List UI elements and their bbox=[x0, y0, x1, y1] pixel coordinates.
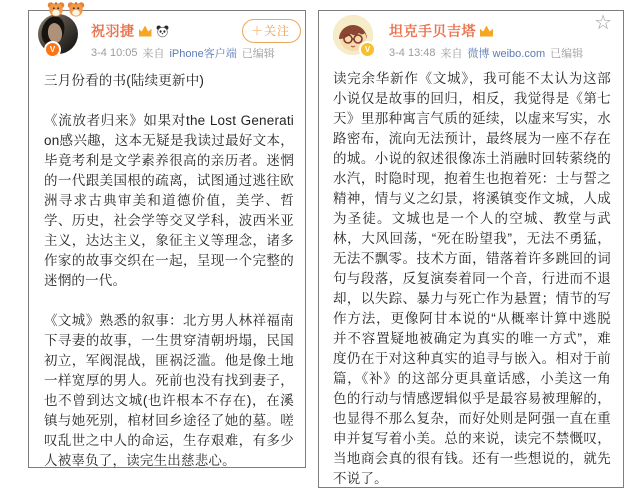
star-icon[interactable]: ☆ bbox=[594, 12, 612, 34]
edited-label: 已编辑 bbox=[550, 48, 584, 60]
post-paragraph: 《流放者归来》如果对the Lost Generation感兴趣，这本无疑是我读过最好文本，毕竟考利是文学素养很高的亲历者。迷惘的一代跟美国根的疏离，试图通过逃往欧洲寻求古典审美和道德价值，美学、哲学、历史，社会学等交叉学科，波西米亚主义，达达主义，象征主义等理念，诸多作家的故事交织在一起，呈现一个完整的迷惘的一代。 bbox=[44, 113, 294, 288]
via-label: 来自 bbox=[142, 48, 165, 60]
avatar-tiger-decorations bbox=[47, 0, 85, 18]
post-content bbox=[319, 63, 623, 489]
post-paragraph: 《文城》熟悉的叙事：北方男人林祥福南下寻妻的故事，一生贯穿清朝坍塌，民国初立，军阀混战，匪祸泛滥。他是像土地一样宽厚的男人。死前也没有找到妻子，也不曾到达文城(也许根本不存在)，在溪镇与她死别，棺材回乡途径了她的墓。嗟叹乱世之中人的命运，生存艰难，有多少人被辜负了，读完生出慈悲心。 bbox=[44, 313, 294, 468]
verified-v-icon: V bbox=[44, 41, 61, 58]
post-card-left bbox=[28, 10, 306, 468]
post-paragraph: 读完余华新作《文城》，我可能不太认为这部小说仅是故事的回归，相反，我觉得是《第七天》里那种寓言气质的延续，以虚来写实，水路密布，流向无法预计，最终展为一座不存在的城。小说的叙述很像冻土消融时回转萦绕的水汽，时隐时现，抱着生也抱着死：士与誓之精神，情与义之幻景，将溪镇变作文城，人成为圣徒。文城也是一个人的空城、教堂与武林，大风回荡，“死在盼望我”，无法不勇猛，无法不飘零。技术方面，错落着许多跳回的词句与段落，反复演奏着同一个音，行进而不退却，以失踪、暴力与死亡作为悬置；情节的写作方法，更像阿甘本说的“从概率计算中逃脱并不容置疑地被确定为真实的唯一方式”，难度仍在于对这种真实的追寻与嵌入。相对于前篇，《补》的这部分更具童话感，小美这一角色的行动与情感逻辑似乎是最容易被理解的，也显得不那么复杂，而好处则是阿强一直在重申并复写着小美。总的来说，读完不禁慨叹，当地商会真的很有钱。还有一些想说的，就先不说了。 bbox=[333, 71, 611, 486]
crown-icon bbox=[139, 26, 152, 37]
post-time: 3-4 13:48 bbox=[389, 47, 436, 59]
avatar[interactable] bbox=[333, 15, 373, 55]
post-source-link[interactable]: iPhone客户端 bbox=[169, 48, 237, 60]
post-paragraph: 三月份看的书(陆续更新中) bbox=[44, 73, 205, 88]
post-content bbox=[29, 63, 305, 471]
post-time: 3-4 10:05 bbox=[91, 47, 138, 59]
follow-button[interactable]: ＋关注 bbox=[242, 19, 301, 43]
crown-icon bbox=[480, 26, 493, 37]
avatar[interactable] bbox=[38, 14, 78, 54]
post-header bbox=[319, 11, 623, 63]
via-label: 来自 bbox=[440, 48, 463, 60]
verified-v-icon: V bbox=[359, 41, 376, 58]
panda-icon bbox=[156, 25, 169, 38]
post-source-link[interactable]: 微博 weibo.com bbox=[467, 48, 546, 60]
tiger-icon bbox=[47, 0, 65, 18]
username[interactable]: 祝羽捷 bbox=[91, 23, 135, 39]
username[interactable]: 坦克手贝吉塔 bbox=[389, 23, 476, 39]
post-header bbox=[29, 11, 305, 63]
tiger-icon bbox=[67, 0, 85, 18]
post-card-right bbox=[318, 10, 624, 488]
edited-label: 已编辑 bbox=[241, 48, 275, 60]
